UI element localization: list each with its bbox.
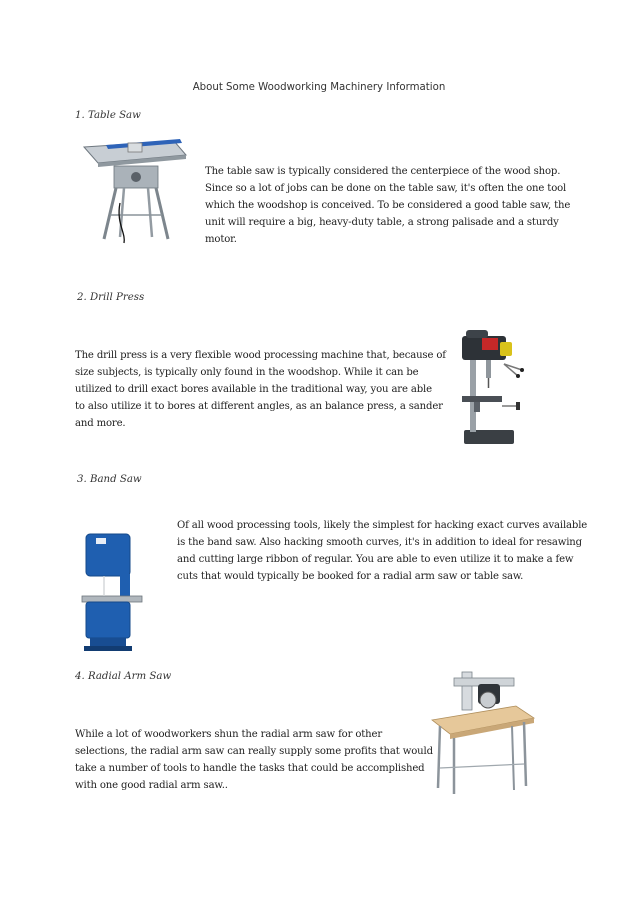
text-line: size subjects, is typically only found in the woodshop. While it can be (75, 367, 419, 378)
text-line: which the woodshop is conceived. To be considered a good table saw, the (205, 200, 571, 211)
text-line: is the band saw. Also hacking smooth curves, it's in addition to ideal for resawing (177, 537, 582, 548)
text-line: unit will require a big, heavy-duty table, a strong palisade and a sturdy (205, 217, 559, 228)
section-heading-table-saw: 1. Table Saw (75, 110, 141, 121)
text-line: to also utilize it to bores at different angles, as an balance press, a sander (75, 401, 443, 412)
paragraph-drill-press (75, 347, 446, 432)
paragraph-radial-arm-saw (75, 726, 433, 794)
text-line: The table saw is typically considered the centerpiece of the wood shop. (205, 166, 561, 177)
page-title: About Some Woodworking Machinery Information (192, 82, 446, 93)
text-line: motor. (205, 234, 237, 245)
text-line: and more. (75, 418, 126, 429)
text-line: Of all wood processing tools, likely the simplest for hacking exact curves available (177, 520, 588, 531)
text-line: with one good radial arm saw.. (75, 780, 228, 791)
text-line: Since so a lot of jobs can be done on the table saw, it's often the one tool (205, 183, 567, 194)
text-line: While a lot of woodworkers shun the radial arm saw for other (75, 729, 382, 740)
text-line: The drill press is a very flexible wood processing machine that, because of (75, 350, 446, 361)
section-heading-radial-arm-saw: 4. Radial Arm Saw (75, 671, 172, 682)
drill-press-image (452, 330, 528, 448)
table-saw-image (76, 133, 188, 245)
section-heading-drill-press: 2. Drill Press (77, 292, 145, 303)
text-line: selections, the radial arm saw can really supply some profits that would (75, 746, 433, 757)
text-line: and cutting large ribbon of regular. You are able to even utilize it to make a few (177, 554, 574, 565)
text-line: utilized to drill exact bores available in the traditional way, you are able (75, 384, 432, 395)
text-line: cuts that would typically be booked for a radial arm saw or table saw. (177, 571, 524, 582)
band-saw-image (80, 530, 144, 652)
text-line: take a number of tools to handle the tasks that could be accomplished (75, 763, 425, 774)
paragraph-band-saw (177, 517, 587, 585)
paragraph-table-saw (205, 163, 570, 248)
section-heading-band-saw: 3. Band Saw (77, 474, 142, 485)
radial-arm-saw-image (428, 668, 538, 796)
